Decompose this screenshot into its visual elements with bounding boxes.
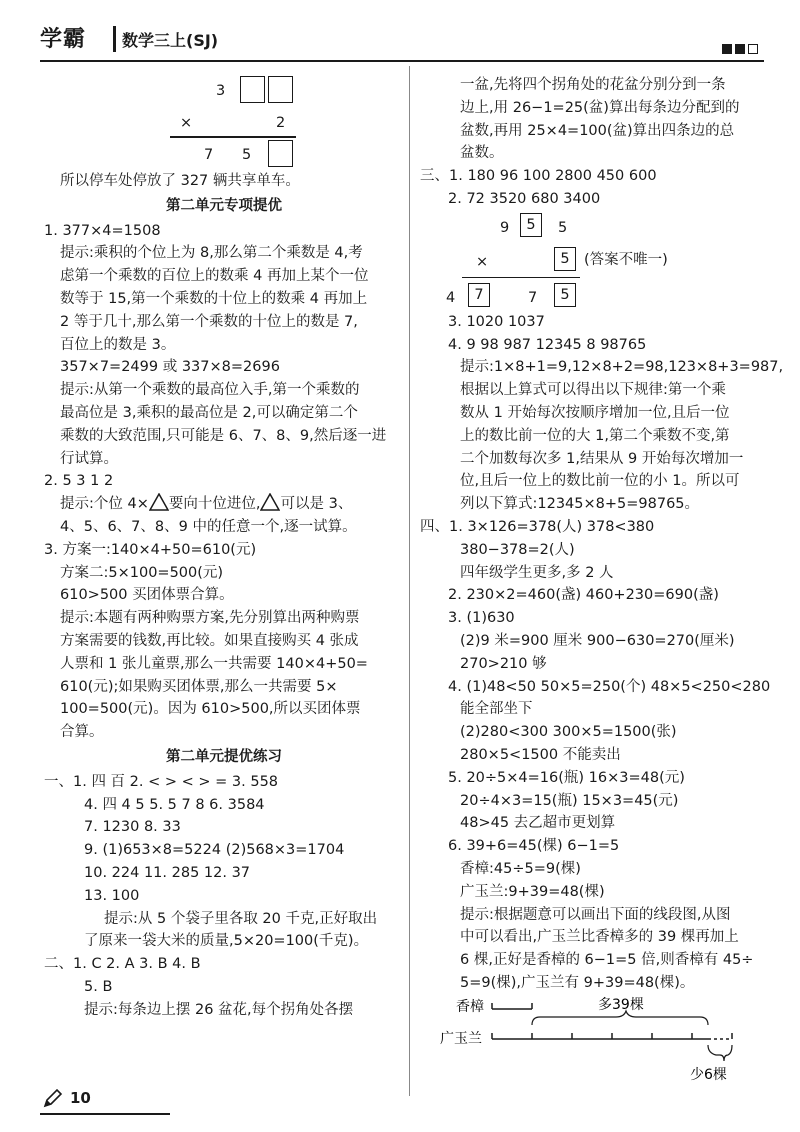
hint-line: 人票和 1 张儿童票,那么一共需要 140×4+50= bbox=[60, 655, 368, 672]
answer-line: 四、1. 3×126=378(人) 378<380 bbox=[420, 518, 655, 535]
answer-line: 13. 100 bbox=[84, 887, 140, 904]
digit-box: 5 bbox=[554, 247, 576, 271]
answer-line: 4. 9 98 987 12345 8 98765 bbox=[448, 336, 647, 353]
answer-line: 48>45 去乙超市更划算 bbox=[460, 815, 616, 832]
hint-line: 提示:本题有两种购票方案,先分别算出两种购票 bbox=[60, 610, 360, 627]
answer-line: 四年级学生更多,多 2 人 bbox=[460, 564, 614, 581]
answer-line: (2)9 米=900 厘米 900−630=270(厘米) bbox=[460, 632, 735, 649]
answer-line: 一、1. 四 百 2. < > < > = 3. 558 bbox=[44, 773, 279, 790]
segment-svg bbox=[420, 995, 765, 1087]
multiplication-figure-2 bbox=[420, 211, 765, 311]
line-segment-diagram bbox=[420, 995, 765, 1087]
hint-line: 610(元);如果购买团体票,那么一共需要 5× bbox=[60, 678, 338, 695]
hint-line: 数从 1 开始每次按顺序增加一位,且后一位 bbox=[460, 404, 730, 421]
hint-line: 边上,用 26−1=25(盆)算出每条边分配到的 bbox=[460, 99, 740, 116]
hint-line: 一盆,先将四个拐角处的花盆分别分到一条 bbox=[460, 77, 726, 93]
footer-rule bbox=[40, 1113, 170, 1115]
section-title: 第二单元专项提优 bbox=[166, 197, 282, 214]
page-header bbox=[0, 0, 800, 70]
hint-line: 百位上的数是 3。 bbox=[60, 336, 176, 353]
answer-line: 2. 5 3 1 2 bbox=[44, 473, 114, 490]
brand-logo: 学霸 bbox=[40, 27, 87, 52]
logo-divider bbox=[113, 26, 116, 52]
hint-line: 盆数。 bbox=[460, 145, 504, 162]
digit: 3 bbox=[216, 83, 226, 99]
hint-line: 虑第一个乘数的百位上的数乘 4 再加上某个一位 bbox=[60, 268, 369, 285]
label-more: 多39棵 bbox=[598, 996, 644, 1013]
digit: 7 bbox=[204, 147, 214, 163]
answer-line: 广玉兰:9+39=48(棵) bbox=[460, 883, 605, 900]
digit: 5 bbox=[242, 147, 252, 163]
hint-line: 了原来一袋大米的质量,5×20=100(千克)。 bbox=[84, 933, 369, 950]
digit: 4 bbox=[446, 289, 456, 306]
hint-line: 最高位是 3,乘积的最高位是 2,可以确定第二个 bbox=[60, 404, 358, 421]
blank-box bbox=[268, 140, 293, 167]
page-number: 10 bbox=[70, 1089, 91, 1107]
answer-line: 20÷4×3=15(瓶) 15×3=45(元) bbox=[460, 792, 679, 809]
label-guangyulan: 广玉兰 bbox=[440, 1030, 482, 1047]
digit: 7 bbox=[528, 289, 538, 306]
page-footer bbox=[40, 1083, 170, 1123]
answer-line: 357×7=2499 或 337×8=2696 bbox=[60, 359, 280, 376]
times-sign: × bbox=[476, 253, 489, 270]
triangle-icon bbox=[149, 493, 169, 511]
hint-line: 6 棵,正好是香樟的 6−1=5 倍,则香樟有 45÷ bbox=[460, 952, 754, 969]
hint-line: 数等于 15,第一个乘数的十位上的数乘 4 再加上 bbox=[60, 290, 368, 307]
answer-line: 9. (1)653×8=5224 (2)568×3=1704 bbox=[84, 842, 345, 859]
hint-text: 要向十位进位, bbox=[168, 496, 261, 513]
hint-line: 提示:从 5 个袋子里各取 20 千克,正好取出 bbox=[104, 910, 378, 927]
hint-line bbox=[44, 493, 404, 516]
label-less: 少6棵 bbox=[690, 1066, 727, 1083]
digit-box: 5 bbox=[554, 283, 576, 307]
hint-line: 提示:从第一个乘数的最高位入手,第一个乘数的 bbox=[60, 382, 360, 399]
multiplication-figure-1 bbox=[44, 74, 404, 170]
answer-line: (2)280<300 300×5=1500(张) bbox=[460, 724, 677, 741]
answer-line: 3. 1020 1037 bbox=[448, 313, 545, 330]
header-rule bbox=[40, 60, 764, 62]
right-column bbox=[420, 74, 784, 1087]
hint-line: 100=500(元)。因为 610>500,所以买团体票 bbox=[60, 701, 361, 718]
digit: 5 bbox=[558, 219, 568, 236]
answer-line: 610>500 买团体票合算。 bbox=[60, 587, 234, 604]
hint-line: 乘数的大致范围,只可能是 6、7、8、9,然后逐一进 bbox=[60, 427, 387, 444]
digit-box: 5 bbox=[520, 213, 542, 237]
hint-line: 方案需要的钱数,再比较。如果直接购买 4 张成 bbox=[60, 632, 359, 649]
blank-box bbox=[268, 76, 293, 103]
hint-line: 二个加数每次多 1,结果从 9 开始每次增加一 bbox=[460, 450, 744, 467]
digit-box: 7 bbox=[468, 283, 490, 307]
times-sign: × bbox=[180, 115, 193, 131]
answer-line: 能全部坐下 bbox=[460, 701, 533, 718]
section-title: 第二单元提优练习 bbox=[166, 748, 282, 765]
book-title: 数学三上(SJ) bbox=[122, 31, 219, 50]
answer-line: 1. 377×4=1508 bbox=[44, 222, 161, 239]
answer-line: 2. 230×2=460(盏) 460+230=690(盏) bbox=[448, 587, 719, 604]
answer-line: 三、1. 180 96 100 2800 450 600 bbox=[420, 168, 657, 185]
hint-line: 提示:乘积的个位上为 8,那么第二个乘数是 4,考 bbox=[60, 245, 363, 262]
answer-line: 二、1. C 2. A 3. B 4. B bbox=[44, 956, 201, 973]
answer-line: 280×5<1500 不能卖出 bbox=[460, 746, 621, 763]
answer-line: 3. 方案一:140×4+50=610(元) bbox=[44, 541, 257, 558]
text-line: 所以停车处停放了 327 辆共享单车。 bbox=[60, 173, 300, 189]
sum-rule bbox=[462, 277, 580, 279]
hint-line: 5=9(棵),广玉兰有 9+39=48(棵)。 bbox=[460, 974, 695, 991]
answer-line: 5. B bbox=[84, 978, 113, 995]
answer-line: 6. 39+6=45(棵) 6−1=5 bbox=[448, 838, 620, 855]
answer-line: 7. 1230 8. 33 bbox=[84, 819, 181, 836]
left-column bbox=[44, 74, 404, 1021]
label-xiangzhang: 香樟 bbox=[456, 998, 484, 1015]
hint-line: 列以下算式:12345×8+5=98765。 bbox=[460, 496, 700, 513]
hint-line: 上的数比前一位的大 1,第二个乘数不变,第 bbox=[460, 427, 730, 444]
hint-line: 4、5、6、7、8、9 中的任意一个,逐一试算。 bbox=[60, 518, 357, 535]
header-decor bbox=[722, 44, 758, 54]
answer-line: 4. 四 4 5 5. 5 7 8 6. 3584 bbox=[84, 796, 265, 813]
sum-rule bbox=[170, 136, 296, 138]
digit: 9 bbox=[500, 219, 510, 236]
answer-line: 4. (1)48<50 50×5=250(个) 48×5<250<280 bbox=[448, 678, 771, 695]
hint-line: 位,且后一位上的数比前一位的小 1。所以可 bbox=[460, 473, 740, 490]
blank-box bbox=[240, 76, 265, 103]
digit: 2 bbox=[276, 115, 286, 131]
triangle-icon bbox=[260, 493, 280, 511]
answer-line: 380−378=2(人) bbox=[460, 541, 575, 558]
hint-line: 中可以看出,广玉兰比香樟多的 39 棵再加上 bbox=[460, 929, 739, 946]
answer-line: 5. 20÷5×4=16(瓶) 16×3=48(元) bbox=[448, 769, 685, 786]
hint-line: 提示:根据题意可以画出下面的线段图,从图 bbox=[460, 906, 731, 923]
answer-line: 方案二:5×100=500(元) bbox=[60, 564, 224, 581]
hint-line: 行试算。 bbox=[60, 450, 118, 467]
answer-line: 香樟:45÷5=9(棵) bbox=[460, 860, 581, 877]
hint-text: 可以是 3、 bbox=[280, 496, 353, 513]
hint-line: 盆数,再用 25×4=100(盆)算出四条边的总 bbox=[460, 122, 735, 139]
note-text: (答案不唯一) bbox=[584, 251, 668, 268]
hint-line: 合算。 bbox=[60, 724, 104, 741]
hint-line: 根据以上算式可以得出以下规律:第一个乘 bbox=[460, 382, 726, 399]
column-divider bbox=[409, 66, 410, 1096]
hint-line: 提示:每条边上摆 26 盆花,每个拐角处各摆 bbox=[84, 1001, 354, 1018]
brace-less bbox=[708, 1045, 732, 1061]
pencil-icon bbox=[42, 1087, 64, 1109]
answer-line: 2. 72 3520 680 3400 bbox=[448, 190, 601, 207]
brace-more bbox=[532, 1011, 708, 1025]
answer-line: 10. 224 11. 285 12. 37 bbox=[84, 864, 251, 881]
hint-text: 提示:个位 4× bbox=[60, 496, 149, 513]
hint-line: 提示:1×8+1=9,12×8+2=98,123×8+3=987, bbox=[460, 359, 784, 376]
answer-line: 3. (1)630 bbox=[448, 610, 515, 627]
hint-line: 2 等于几十,那么第一个乘数的十位上的数是 7, bbox=[60, 313, 358, 330]
answer-line: 270>210 够 bbox=[460, 655, 547, 672]
